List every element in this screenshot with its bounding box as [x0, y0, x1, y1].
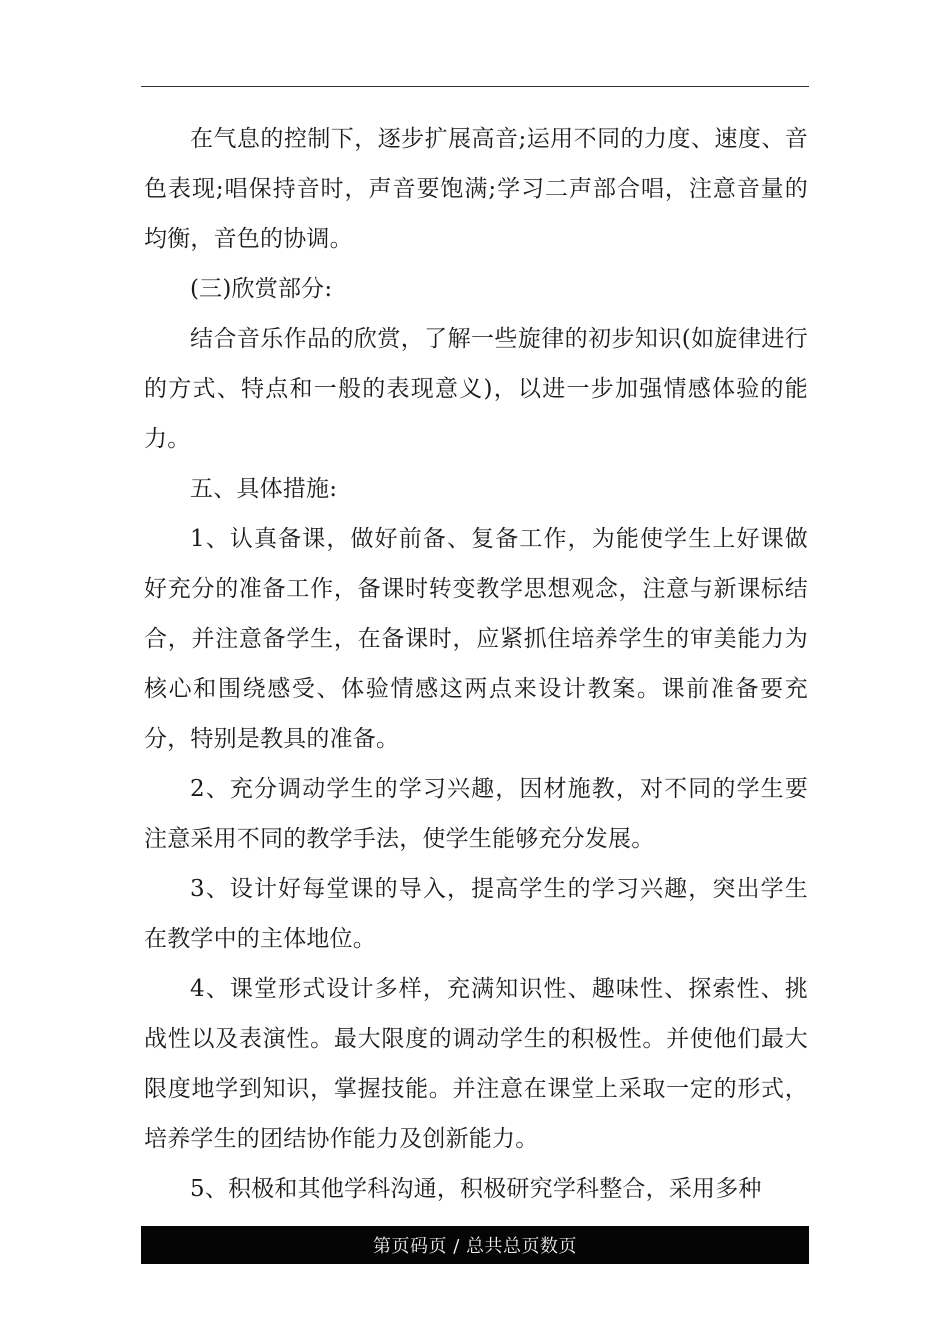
paragraph-1: 在气息的控制下，逐步扩展高音;运用不同的力度、速度、音色表现;唱保持音时，声音要饱满;学习二声部合唱，注意音量的均衡，音色的协调。	[144, 126, 808, 252]
paragraph-3: 结合音乐作品的欣赏，了解一些旋律的初步知识(如旋律进行的方式、特点和一般的表现意义)，以进一步加强情感体验的能力。	[144, 326, 808, 452]
paragraph-8: 4、课堂形式设计多样，充满知识性、趣味性、探索性、挑战性以及表演性。最大限度的调动学生的积极性。并使他们最大限度地学到知识，掌握技能。并注意在课堂上采取一定的形式，培养学生的团结协作能力及创新能力。	[144, 976, 808, 1152]
page-number-text: 第页码页 / 总共总页数页	[372, 1236, 577, 1257]
paragraph-6: 2、充分调动学生的学习兴趣，因材施教，对不同的学生要注意采用不同的教学手法，使学生能够充分发展。	[144, 776, 808, 852]
paragraph-5: 1、认真备课，做好前备、复备工作，为能使学生上好课做好充分的准备工作，备课时转变教学思想观念，注意与新课标结合，并注意备学生，在备课时，应紧抓住培养学生的审美能力为核心和围绕感受、体验情感这两点来设计教案。课前准备要充分，特别是教具的准备。	[144, 526, 808, 752]
document-body	[144, 114, 808, 1214]
paragraph-2: (三)欣赏部分:	[190, 276, 333, 302]
page-footer	[141, 1226, 809, 1264]
paragraph-9: 5、积极和其他学科沟通，积极研究学科整合，采用多种	[190, 1176, 762, 1202]
paragraph-7: 3、设计好每堂课的导入，提高学生的学习兴趣，突出学生在教学中的主体地位。	[144, 876, 808, 952]
header-rule	[141, 86, 809, 87]
paragraph-4: 五、具体措施:	[190, 476, 338, 502]
